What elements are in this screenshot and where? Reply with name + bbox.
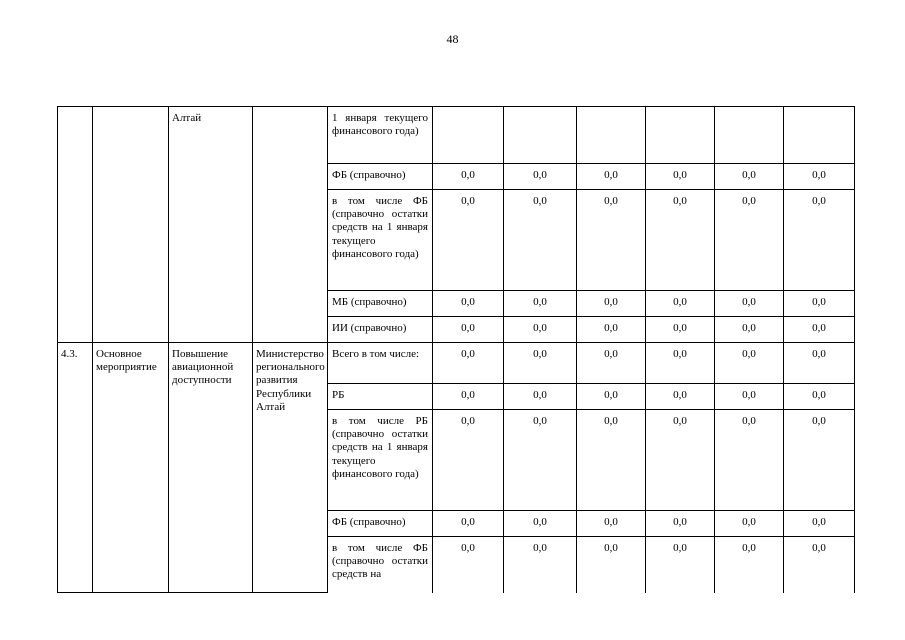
value-cell: 0,0 bbox=[504, 291, 577, 317]
value-cell bbox=[504, 107, 577, 164]
value-cell: 0,0 bbox=[784, 291, 855, 317]
funding-source-cell: ИИ (справочно) bbox=[328, 317, 433, 343]
value-cell: 0,0 bbox=[433, 291, 504, 317]
value-cell: 0,0 bbox=[646, 511, 715, 537]
status-cell bbox=[93, 107, 169, 343]
value-cell: 0,0 bbox=[433, 317, 504, 343]
value-cell bbox=[646, 107, 715, 164]
value-cell: 0,0 bbox=[433, 343, 504, 384]
value-cell: 0,0 bbox=[646, 537, 715, 593]
value-cell: 0,0 bbox=[504, 190, 577, 291]
value-cell: 0,0 bbox=[504, 317, 577, 343]
value-cell: 0,0 bbox=[646, 410, 715, 511]
funding-source-cell: Всего в том числе: bbox=[328, 343, 433, 384]
value-cell: 0,0 bbox=[433, 410, 504, 511]
value-cell: 0,0 bbox=[504, 511, 577, 537]
value-cell: 0,0 bbox=[784, 343, 855, 384]
value-cell: 0,0 bbox=[577, 190, 646, 291]
value-cell: 0,0 bbox=[715, 511, 784, 537]
value-cell: 0,0 bbox=[577, 384, 646, 410]
table-row bbox=[58, 107, 855, 164]
value-cell: 0,0 bbox=[715, 190, 784, 291]
value-cell: 0,0 bbox=[784, 317, 855, 343]
value-cell: 0,0 bbox=[504, 164, 577, 190]
value-cell: 0,0 bbox=[715, 537, 784, 593]
value-cell: 0,0 bbox=[784, 537, 855, 593]
executor-cell bbox=[253, 107, 328, 343]
funding-source-cell: РБ bbox=[328, 384, 433, 410]
value-cell: 0,0 bbox=[504, 384, 577, 410]
value-cell: 0,0 bbox=[504, 410, 577, 511]
value-cell: 0,0 bbox=[784, 164, 855, 190]
value-cell: 0,0 bbox=[646, 190, 715, 291]
value-cell bbox=[784, 107, 855, 164]
value-cell: 0,0 bbox=[433, 384, 504, 410]
value-cell: 0,0 bbox=[646, 164, 715, 190]
funding-source-cell: ФБ (справочно) bbox=[328, 511, 433, 537]
value-cell: 0,0 bbox=[504, 343, 577, 384]
value-cell: 0,0 bbox=[577, 537, 646, 593]
funding-source-cell: в том числе ФБ (справочно остатки средств на bbox=[328, 537, 433, 593]
value-cell: 0,0 bbox=[433, 164, 504, 190]
value-cell: 0,0 bbox=[715, 343, 784, 384]
value-cell: 0,0 bbox=[577, 410, 646, 511]
table-row bbox=[58, 343, 855, 384]
number-cell bbox=[58, 107, 93, 343]
page-number: 48 bbox=[446, 32, 459, 46]
value-cell: 0,0 bbox=[715, 384, 784, 410]
funding-source-cell: в том числе ФБ (справочно остатки средств на 1 января текущего финансового года) bbox=[328, 190, 433, 291]
executor-cell: Министерство регионального развития Республики Алтай bbox=[253, 343, 328, 593]
value-cell: 0,0 bbox=[784, 410, 855, 511]
value-cell: 0,0 bbox=[646, 291, 715, 317]
number-cell: 4.3. bbox=[58, 343, 93, 593]
funding-table bbox=[57, 106, 855, 593]
value-cell: 0,0 bbox=[433, 511, 504, 537]
value-cell bbox=[715, 107, 784, 164]
value-cell: 0,0 bbox=[433, 190, 504, 291]
value-cell bbox=[433, 107, 504, 164]
funding-source-cell: МБ (справочно) bbox=[328, 291, 433, 317]
value-cell: 0,0 bbox=[784, 190, 855, 291]
value-cell: 0,0 bbox=[715, 291, 784, 317]
value-cell: 0,0 bbox=[577, 291, 646, 317]
value-cell: 0,0 bbox=[715, 164, 784, 190]
value-cell: 0,0 bbox=[577, 164, 646, 190]
value-cell: 0,0 bbox=[715, 410, 784, 511]
status-cell: Основное мероприятие bbox=[93, 343, 169, 593]
value-cell: 0,0 bbox=[646, 384, 715, 410]
value-cell: 0,0 bbox=[504, 537, 577, 593]
value-cell: 0,0 bbox=[715, 317, 784, 343]
value-cell: 0,0 bbox=[577, 343, 646, 384]
value-cell: 0,0 bbox=[784, 511, 855, 537]
funding-source-cell: в том числе РБ (справочно остатки средств на 1 января текущего финансового года) bbox=[328, 410, 433, 511]
value-cell: 0,0 bbox=[577, 317, 646, 343]
value-cell: 0,0 bbox=[577, 511, 646, 537]
funding-source-cell: ФБ (справочно) bbox=[328, 164, 433, 190]
name-cell: Алтай bbox=[169, 107, 253, 343]
value-cell: 0,0 bbox=[646, 343, 715, 384]
value-cell: 0,0 bbox=[433, 537, 504, 593]
funding-source-cell: 1 января текущего финансового года) bbox=[328, 107, 433, 164]
name-cell: Повышение авиационной доступности bbox=[169, 343, 253, 593]
value-cell: 0,0 bbox=[646, 317, 715, 343]
value-cell: 0,0 bbox=[784, 384, 855, 410]
value-cell bbox=[577, 107, 646, 164]
